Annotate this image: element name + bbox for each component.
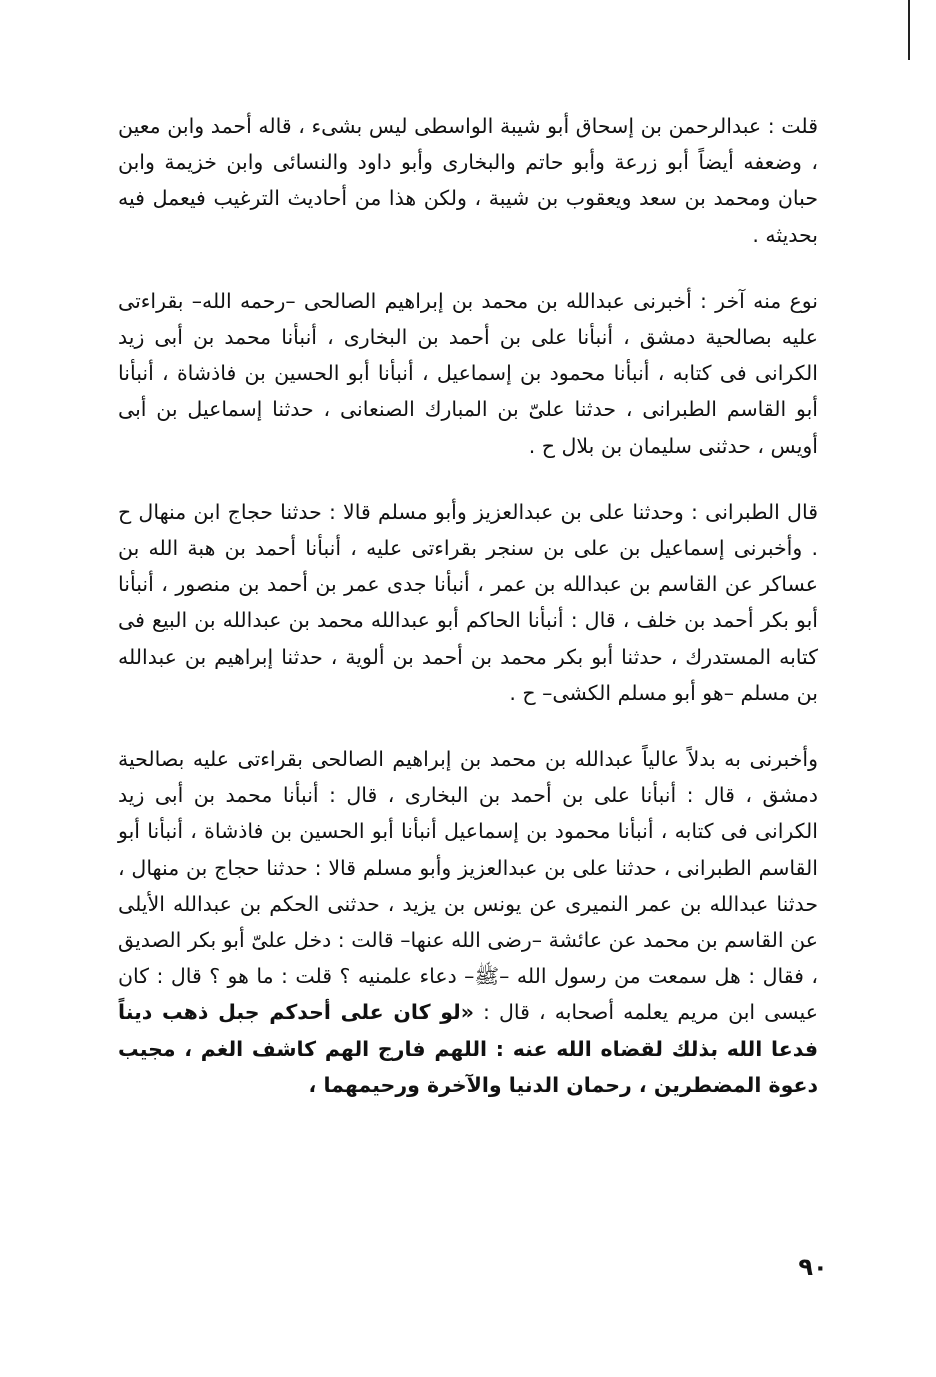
- paragraph-4-bold-hadith: «لو كان على أحدكم جبل ذهب ديناً فدعا الله بذلك لقضاه الله عنه : اللهم فارج الهم كاشف الغم ، مجيب دعوة المضطرين ، رحمان الدنيا والآخرة ورحيمهما ،: [118, 1000, 818, 1097]
- paragraph-4: [118, 741, 818, 1103]
- paragraph-4-text: وأخبرنى به بدلاً عالياً عبدالله بن محمد بن إبراهيم الصالحى بقراءتى عليه بصالحية دمشق ، قال : أنبأنا على بن أحمد بن البخارى ، قال : أنبأنا محمد بن أبى زيد الكرانى فى كتابه ، أنبأنا محمود بن إسماعيل أنبأنا أبو الحسين بن فاذشاة ، أنبأنا أبو القاسم الطبرانى ، حدثنا على بن عبدالعزيز وأبو مسلم قالا : حدثنا حجاج بن منهال ، حدثنا عبدالله بن عمر النميرى عن يونس بن يزيد ، حدثنى الحكم بن عبدالله الأيلى عن القاسم بن محمد عن عائشة –رضى الله عنها– قالت : دخل علىّ أبو بكر الصديق ، فقال : هل سمعت من رسول الله –ﷺ– دعاء علمنيه ؟ قلت : ما هو ؟ قال : كان عيسى ابن مريم يعلمه أصحابه ، قال :: [118, 747, 818, 1025]
- paragraph-2: [118, 283, 818, 464]
- paragraph-1-text: قلت : عبدالرحمن بن إسحاق أبو شيبة الواسطى ليس بشىء ، قاله أحمد وابن معين ، وضعفه أيضاً أبو زرعة وأبو حاتم والبخارى وأبو داود والنسائى وابن خزيمة وابن حبان ومحمد بن سعد ويعقوب بن شيبة ، ولكن هذا من أحاديث الترغيب فيعمل فيه بحديثه .: [118, 114, 818, 247]
- page-edge-mark: [908, 0, 910, 60]
- paragraph-2-text: نوع منه آخر : أخبرنى عبدالله بن محمد بن إبراهيم الصالحى –رحمه الله– بقراءتى عليه بصالحية دمشق ، أنبأنا على بن أحمد بن البخارى ، أنبأنا محمد بن أبى زيد الكرانى فى كتابه ، أنبأنا محمود بن إسماعيل ، أنبأنا أبو الحسين بن فاذشاة ، أنبأنا أبو القاسم الطبرانى ، حدثنا علىّ بن المبارك الصنعانى ، حدثنا إسماعيل بن أبى أويس ، حدثنى سليمان بن بلال ح .: [118, 288, 818, 458]
- paragraph-3-text: قال الطبرانى : وحدثنا على بن عبدالعزيز وأبو مسلم قالا : حدثنا حجاج ابن منهال ح . وأخبرنى إسماعيل بن على بن سنجر بقراءتى عليه ، أنبأنا أحمد بن هبة الله بن عساكر عن القاسم بن عبدالله بن عمر ، أنبأنا جدى عمر بن أحمد بن منصور ، أنبأنا أبو بكر أحمد بن خلف ، قال : أنبأنا الحاكم أبو عبدالله محمد بن عبدالله بن البيع فى كتابه المستدرك ، حدثنا أبو بكر محمد بن أحمد بن ألوية ، حدثنا إبراهيم بن عبدالله بن مسلم –هو أبو مسلم الكشى– ح .: [118, 499, 818, 705]
- paragraph-3: [118, 494, 818, 711]
- paragraph-1: [118, 108, 818, 253]
- page-number: ٩٠: [798, 1253, 828, 1281]
- document-page: [118, 108, 818, 1103]
